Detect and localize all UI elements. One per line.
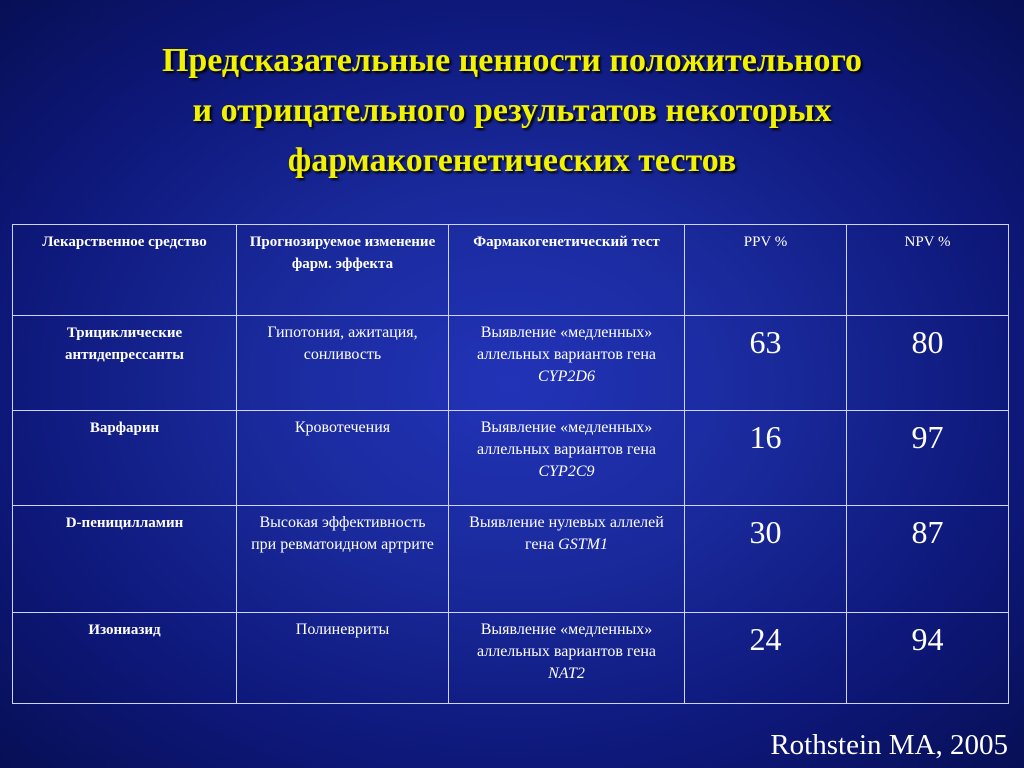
test-text: Выявление «медленных» аллельных вариантов гена	[476, 324, 657, 363]
cell-npv: 87	[847, 506, 1009, 613]
slide-title	[60, 36, 964, 186]
header-ppv: PPV %	[685, 225, 847, 316]
cell-drug: Варфарин	[13, 411, 237, 506]
table-row	[13, 506, 1009, 613]
gene-name: GSTM1	[558, 536, 608, 553]
cell-test	[449, 613, 685, 704]
cell-npv: 97	[847, 411, 1009, 506]
cell-npv: 94	[847, 613, 1009, 704]
header-effect: Прогнозируемое изменение фарм. эффекта	[237, 225, 449, 316]
gene-name: CYP2D6	[538, 368, 595, 385]
cell-test	[449, 506, 685, 613]
cell-effect: Гипотония, ажитация, сонливость	[237, 316, 449, 411]
cell-drug: Трициклические антидепрессанты	[13, 316, 237, 411]
gene-name: CYP2C9	[538, 463, 595, 480]
cell-effect: Высокая эффективность при ревматоидном артрите	[237, 506, 449, 613]
title-line-3: фармакогенетических тестов	[287, 142, 737, 179]
header-drug: Лекарственное средство	[13, 225, 237, 316]
cell-drug: Изониазид	[13, 613, 237, 704]
cell-effect: Кровотечения	[237, 411, 449, 506]
cell-effect: Полиневриты	[237, 613, 449, 704]
header-test: Фармакогенетический тест	[449, 225, 685, 316]
cell-ppv: 24	[685, 613, 847, 704]
cell-test	[449, 411, 685, 506]
title-line-1: Предсказательные ценности положительного	[161, 42, 863, 79]
test-text: Выявление «медленных» аллельных вариантов гена	[476, 419, 657, 458]
cell-npv: 80	[847, 316, 1009, 411]
cell-ppv: 30	[685, 506, 847, 613]
cell-drug: D-пеницилламин	[13, 506, 237, 613]
pharmacogenetic-table	[12, 224, 1009, 704]
table-row	[13, 316, 1009, 411]
table-row	[13, 411, 1009, 506]
table-header-row	[13, 225, 1009, 316]
cell-ppv: 63	[685, 316, 847, 411]
test-text: Выявление нулевых аллелей гена	[469, 514, 664, 553]
cell-ppv: 16	[685, 411, 847, 506]
header-npv: NPV %	[847, 225, 1009, 316]
table-row	[13, 613, 1009, 704]
citation: Rothstein MA, 2005	[770, 729, 1008, 761]
gene-name: NAT2	[548, 665, 585, 682]
test-text: Выявление «медленных» аллельных вариантов гена	[476, 621, 657, 660]
cell-test	[449, 316, 685, 411]
title-line-2: и отрицательного результатов некоторых	[192, 92, 832, 129]
